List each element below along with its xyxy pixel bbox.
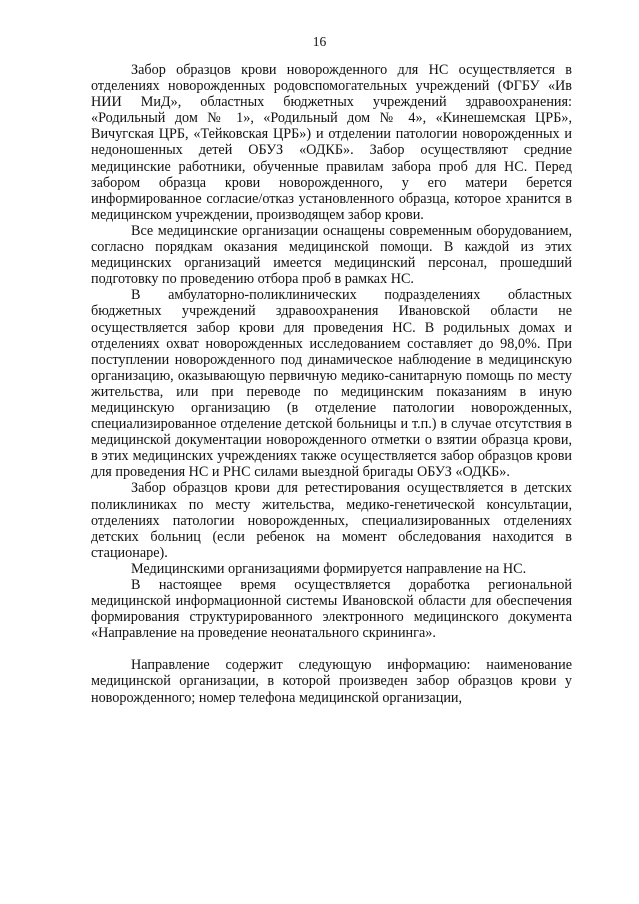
paragraph-referral-contents: Направление содержит следующую информацию: наименование медицинской организации, в которой произведен забор образцов крови у новорожденного; номер телефона медицинской организации,	[91, 657, 572, 706]
body-text	[91, 62, 572, 706]
paragraph-retesting: Забор образцов крови для ретестирования осуществляется в детских поликлиниках по месту жительства, медико-генетической консультации, отделениях патологии новорожденных, специализированных отделениях детских больниц (если ребенок на момент обследования находится в стационаре).	[91, 480, 572, 561]
paragraph-blood-sampling: Забор образцов крови новорожденного для НС осуществляется в отделениях новорожденных родовспомогательных учреждений (ФГБУ «Ив НИИ МиД», областных бюджетных учреждений здравоохранения: «Родильный дом № 1», «Родильный дом № 4», «Кинешемская ЦРБ», Вичугская ЦРБ, «Тейковская ЦРБ») и отделении патологии новорожденных и недоношенных детей ОБУЗ «ОДКБ». Забор осуществляют средние медицинские работники, обученные правилам забора проб для НС. Перед забором образца крови новорожденного, у его матери берется информированное согласие/отказ установленного образца, которое хранится в медицинском учреждении, производящем забор крови.	[91, 62, 572, 223]
paragraph-information-system: В настоящее время осуществляется доработка региональной медицинской информационной системы Ивановской области для обеспечения формирования структурированного электронного медицинского документа «Направление на проведение неонатального скрининга».	[91, 577, 572, 642]
paragraph-equipment: Все медицинские организации оснащены современным оборудованием, согласно порядкам оказания медицинской помощи. В каждой из этих медицинских организаций имеется медицинский персонал, прошедший подготовку по проведению отбора проб в рамках НС.	[91, 222, 572, 288]
page-number: 16	[312, 34, 327, 49]
paragraph-outpatient: В амбулаторно-поликлинических подразделениях областных бюджетных учреждений здравоохранения Ивановской области не осуществляется забор крови для проведения НС. В родильных домах и отделениях охват новорожденных исследованием составляет до 98,0%. При поступлении новорожденного под динамическое наблюдение в медицинскую организацию, оказывающую первичную медико-санитарную помощь по месту жительства, или при переводе по медицинским показаниям в иную медицинскую организацию (в отделение патологии новорожденных, специализированное отделение детской больницы и т.п.) в случае отсутствия в медицинской документации новорожденного отметки о взятии образца крови, в этих медицинских учреждениях также осуществляется забор образцов крови для проведения НС и РНС силами выездной бригады ОБУЗ «ОДКБ».	[91, 287, 572, 481]
paragraph-referral-formation: Медицинскими организациями формируется направление на НС.	[131, 560, 527, 577]
